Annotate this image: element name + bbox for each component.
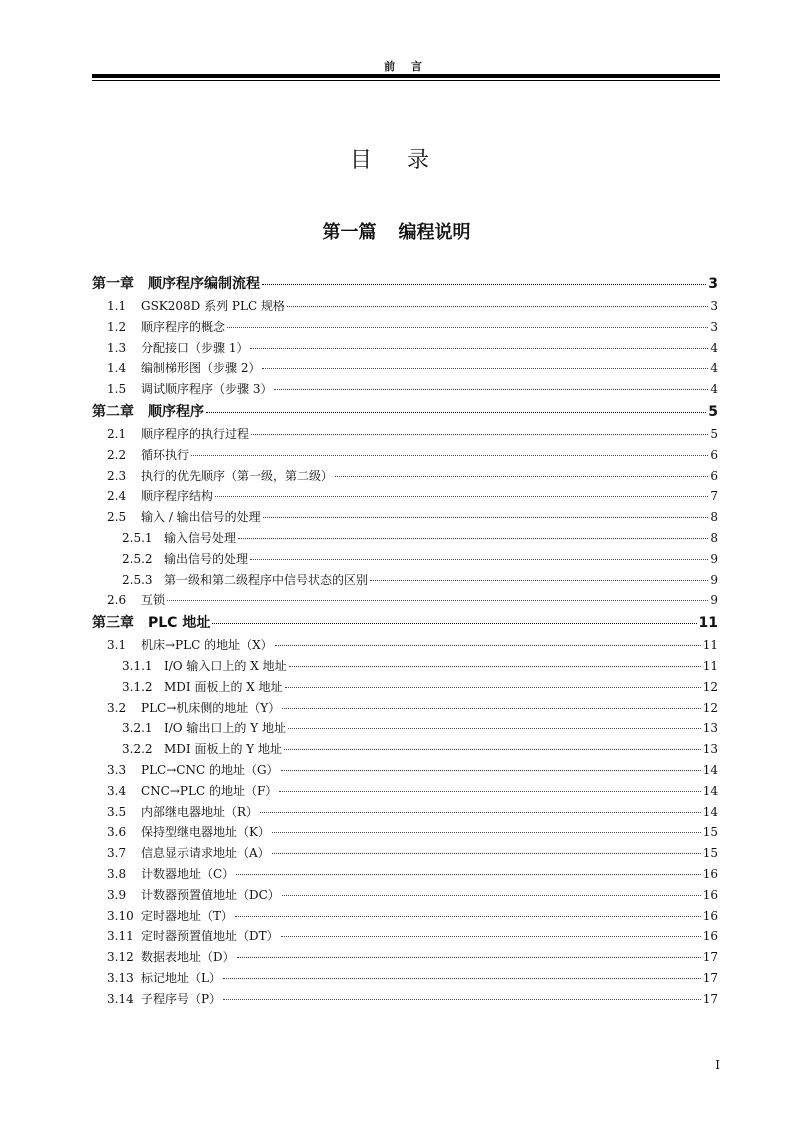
toc-entry-number: 2.2 (107, 447, 127, 462)
toc-dot-leader (236, 874, 701, 875)
toc-dot-leader (288, 728, 701, 729)
toc-entry-page: 3 (708, 276, 718, 292)
toc-dot-leader (281, 936, 701, 937)
toc-entry-title: PLC→机床侧的地址（Y） (141, 700, 281, 715)
toc-dot-leader (212, 623, 696, 624)
toc-dot-leader (215, 496, 708, 497)
toc-entry-title: MDI 面板上的 Y 地址 (164, 742, 283, 757)
toc-dot-leader (235, 916, 701, 917)
toc-entry-title: 内部继电器地址（R） (141, 804, 259, 819)
toc-section-entry[interactable] (92, 948, 718, 969)
toc-entry-title: 计数器地址（C） (141, 866, 235, 881)
toc-entry-number: 3.5 (107, 804, 127, 819)
toc-entry-number: 3.1.2 (122, 679, 153, 694)
toc-entry-number: 3.9 (107, 887, 127, 902)
toc-subsection-entry[interactable] (92, 657, 718, 678)
toc-entry-title: PLC 地址 (148, 615, 211, 632)
toc-section-entry[interactable] (92, 844, 718, 865)
header-rule-thin (92, 80, 720, 81)
toc-entry-page: 14 (702, 804, 718, 819)
toc-entry-page: 9 (710, 572, 718, 587)
toc-entry-title: 子程序号（P） (141, 991, 222, 1006)
toc-dot-leader (237, 957, 701, 958)
toc-dot-leader (274, 389, 708, 390)
toc-entry-page: 14 (702, 762, 718, 777)
toc-entry-page: 8 (710, 510, 718, 525)
toc-section-entry[interactable] (92, 803, 718, 824)
toc-section-entry[interactable] (92, 591, 718, 612)
toc-dot-leader (262, 284, 706, 285)
toc-entry-page: 16 (702, 908, 718, 923)
toc-entry-page: 17 (702, 991, 718, 1006)
toc-entry-title: GSK208D 系列 PLC 规格 (141, 299, 285, 313)
toc-subsection-entry[interactable] (92, 571, 718, 592)
toc-entry-number: 2.5.1 (122, 530, 153, 545)
toc-entry-title: MDI 面板上的 X 地址 (164, 679, 283, 694)
toc-entry-page: 3 (710, 299, 718, 313)
toc-entry-number: 2.6 (107, 593, 127, 608)
toc-section-entry[interactable] (92, 865, 718, 886)
toc-entry-number: 2.5.2 (122, 551, 153, 566)
toc-section-entry[interactable] (92, 318, 718, 339)
toc-dot-leader (262, 368, 708, 369)
toc-dot-leader (250, 348, 708, 349)
toc-entry-title: 保持型继电器地址（K） (141, 825, 270, 840)
toc-entry-page: 8 (710, 530, 718, 545)
toc-entry-number: 3.7 (107, 846, 127, 861)
part-number: 第一篇 (322, 222, 377, 243)
toc-entry-number: 1.1 (107, 299, 127, 313)
toc-subsection-entry[interactable] (92, 719, 718, 740)
toc-subsection-entry[interactable] (92, 550, 718, 571)
toc-entry-page: 12 (702, 679, 718, 694)
toc-entry-page: 17 (702, 950, 718, 965)
toc-entry-page: 13 (702, 742, 718, 757)
part-name: 编程说明 (398, 222, 471, 243)
toc-entry-title: 输入 / 输出信号的处理 (141, 510, 261, 525)
toc-chapter-entry[interactable] (92, 612, 718, 636)
header-rule-thick (92, 74, 720, 78)
toc-entry-page: 15 (702, 846, 718, 861)
toc-entry-title: 编制梯形图（步骤 2） (141, 361, 261, 376)
table-of-contents (92, 273, 718, 1011)
toc-section-entry[interactable] (92, 467, 718, 488)
toc-entry-number: 1.3 (107, 340, 127, 355)
toc-dot-leader (223, 999, 701, 1000)
toc-entry-page: 16 (702, 866, 718, 881)
toc-entry-number: 第二章 (92, 403, 134, 420)
toc-dot-leader (279, 791, 700, 792)
toc-dot-leader (289, 666, 701, 667)
toc-entry-page: 6 (710, 468, 718, 483)
toc-section-entry[interactable] (92, 380, 718, 401)
toc-entry-number: 3.4 (107, 783, 127, 798)
toc-dot-leader (227, 327, 708, 328)
toc-entry-title: 信息显示请求地址（A） (141, 846, 270, 861)
toc-dot-leader (284, 749, 701, 750)
toc-entry-page: 11 (698, 615, 718, 632)
toc-section-entry[interactable] (92, 990, 718, 1011)
toc-dot-leader (250, 559, 708, 560)
toc-subsection-entry[interactable] (92, 678, 718, 699)
toc-entry-number: 3.1 (107, 638, 127, 653)
toc-dot-leader (285, 687, 701, 688)
toc-entry-page: 14 (702, 783, 718, 798)
toc-entry-page: 4 (710, 361, 718, 376)
toc-entry-page: 7 (710, 489, 718, 504)
toc-entry-page: 15 (702, 825, 718, 840)
toc-entry-title: 调试顺序程序（步骤 3） (141, 382, 273, 397)
toc-section-entry[interactable] (92, 297, 718, 318)
toc-dot-leader (191, 455, 708, 456)
toc-entry-number: 2.3 (107, 468, 127, 483)
toc-entry-title: PLC→CNC 的地址（G） (141, 762, 279, 777)
toc-entry-title: 数据表地址（D） (141, 950, 235, 965)
toc-subsection-entry[interactable] (92, 740, 718, 761)
toc-dot-leader (167, 600, 708, 601)
toc-entry-number: 2.1 (107, 426, 127, 441)
toc-entry-number: 3.13 (107, 970, 134, 985)
toc-entry-page: 16 (702, 929, 718, 944)
toc-entry-page: 17 (702, 970, 718, 985)
toc-entry-number: 3.2.1 (122, 721, 153, 736)
toc-entry-number: 1.5 (107, 382, 127, 397)
toc-dot-leader (282, 708, 701, 709)
toc-entry-number: 2.5.3 (122, 572, 153, 587)
toc-entry-number: 第三章 (92, 615, 134, 632)
toc-section-entry[interactable] (92, 508, 718, 529)
toc-entry-number: 1.4 (107, 361, 127, 376)
toc-dot-leader (370, 580, 708, 581)
toc-section-entry[interactable] (92, 699, 718, 720)
toc-dot-leader (282, 895, 701, 896)
toc-section-entry[interactable] (92, 886, 718, 907)
toc-dot-leader (263, 517, 709, 518)
toc-dot-leader (238, 538, 708, 539)
toc-entry-page: 16 (702, 887, 718, 902)
toc-dot-leader (251, 434, 708, 435)
toc-entry-title: 顺序程序 (148, 403, 204, 420)
toc-entry-title: 输入信号处理 (164, 530, 237, 545)
toc-entry-title: I/O 输出口上的 Y 地址 (164, 721, 286, 736)
toc-entry-title: 定时器预置值地址（DT） (141, 929, 279, 944)
toc-entry-page: 11 (702, 658, 718, 673)
toc-section-entry[interactable] (92, 487, 718, 508)
toc-section-entry[interactable] (92, 907, 718, 928)
toc-entry-page: 11 (702, 638, 718, 653)
toc-chapter-entry[interactable] (92, 401, 718, 425)
toc-section-entry[interactable] (92, 761, 718, 782)
toc-entry-title: 标记地址（L） (141, 970, 221, 985)
toc-dot-leader (272, 853, 701, 854)
toc-section-entry[interactable] (92, 636, 718, 657)
toc-entry-title: 顺序程序结构 (141, 489, 214, 504)
toc-entry-number: 3.10 (107, 908, 134, 923)
toc-entry-page: 5 (710, 426, 718, 441)
toc-entry-number: 3.8 (107, 866, 127, 881)
toc-entry-number: 3.11 (107, 929, 134, 944)
toc-entry-title: 机床→PLC 的地址（X） (141, 638, 273, 653)
toc-entry-number: 3.2.2 (122, 742, 153, 757)
toc-entry-title: I/O 输入口上的 X 地址 (164, 658, 287, 673)
toc-entry-number: 3.14 (107, 991, 134, 1006)
toc-entry-number: 3.12 (107, 950, 134, 965)
toc-dot-leader (335, 476, 708, 477)
toc-section-entry[interactable] (92, 446, 718, 467)
toc-entry-number: 3.3 (107, 762, 127, 777)
toc-entry-title: 执行的优先顺序（第一级，第二级） (141, 468, 334, 483)
toc-subsection-entry[interactable] (92, 529, 718, 550)
toc-entry-number: 3.1.1 (122, 658, 153, 673)
toc-dot-leader (272, 832, 701, 833)
toc-dot-leader (206, 412, 706, 413)
toc-entry-title: 计数器预置值地址（DC） (141, 887, 280, 902)
toc-dot-leader (275, 645, 701, 646)
toc-section-entry[interactable] (92, 823, 718, 844)
toc-title: 目 录 (350, 148, 443, 173)
toc-entry-title: 定时器地址（T） (141, 908, 234, 923)
toc-entry-title: 输出信号的处理 (164, 551, 249, 566)
running-header: 前 言 (384, 60, 428, 73)
toc-entry-page: 4 (710, 382, 718, 397)
toc-entry-page: 9 (710, 551, 718, 566)
toc-entry-number: 2.5 (107, 510, 127, 525)
toc-entry-title: 顺序程序的概念 (141, 319, 226, 334)
toc-entry-number: 1.2 (107, 319, 127, 334)
toc-dot-leader (223, 978, 701, 979)
toc-dot-leader (281, 770, 701, 771)
toc-entry-number: 3.6 (107, 825, 127, 840)
toc-entry-page: 12 (702, 700, 718, 715)
toc-section-entry[interactable] (92, 339, 718, 360)
part-title (0, 218, 793, 244)
toc-section-entry[interactable] (92, 927, 718, 948)
page-number: I (715, 1058, 720, 1072)
toc-section-entry[interactable] (92, 782, 718, 803)
toc-entry-title: 顺序程序的执行过程 (141, 426, 250, 441)
toc-section-entry[interactable] (92, 425, 718, 446)
toc-dot-leader (287, 306, 708, 307)
toc-entry-number: 2.4 (107, 489, 127, 504)
toc-entry-page: 3 (710, 319, 718, 334)
toc-section-entry[interactable] (92, 969, 718, 990)
toc-entry-title: 循环执行 (141, 447, 190, 462)
toc-entry-title: 分配接口（步骤 1） (141, 340, 249, 355)
toc-entry-title: 顺序程序编制流程 (148, 276, 260, 292)
toc-entry-title: 互锁 (141, 593, 166, 608)
toc-entry-page: 13 (702, 721, 718, 736)
toc-entry-page: 6 (710, 447, 718, 462)
toc-chapter-entry[interactable] (92, 273, 718, 297)
toc-entry-title: 第一级和第二级程序中信号状态的区别 (164, 572, 369, 587)
toc-section-entry[interactable] (92, 359, 718, 380)
toc-entry-number: 3.2 (107, 700, 127, 715)
toc-entry-number: 第一章 (92, 276, 134, 292)
toc-entry-page: 9 (710, 593, 718, 608)
toc-entry-title: CNC→PLC 的地址（F） (141, 783, 278, 798)
toc-entry-page: 5 (708, 403, 718, 420)
toc-dot-leader (260, 812, 701, 813)
toc-entry-page: 4 (710, 340, 718, 355)
